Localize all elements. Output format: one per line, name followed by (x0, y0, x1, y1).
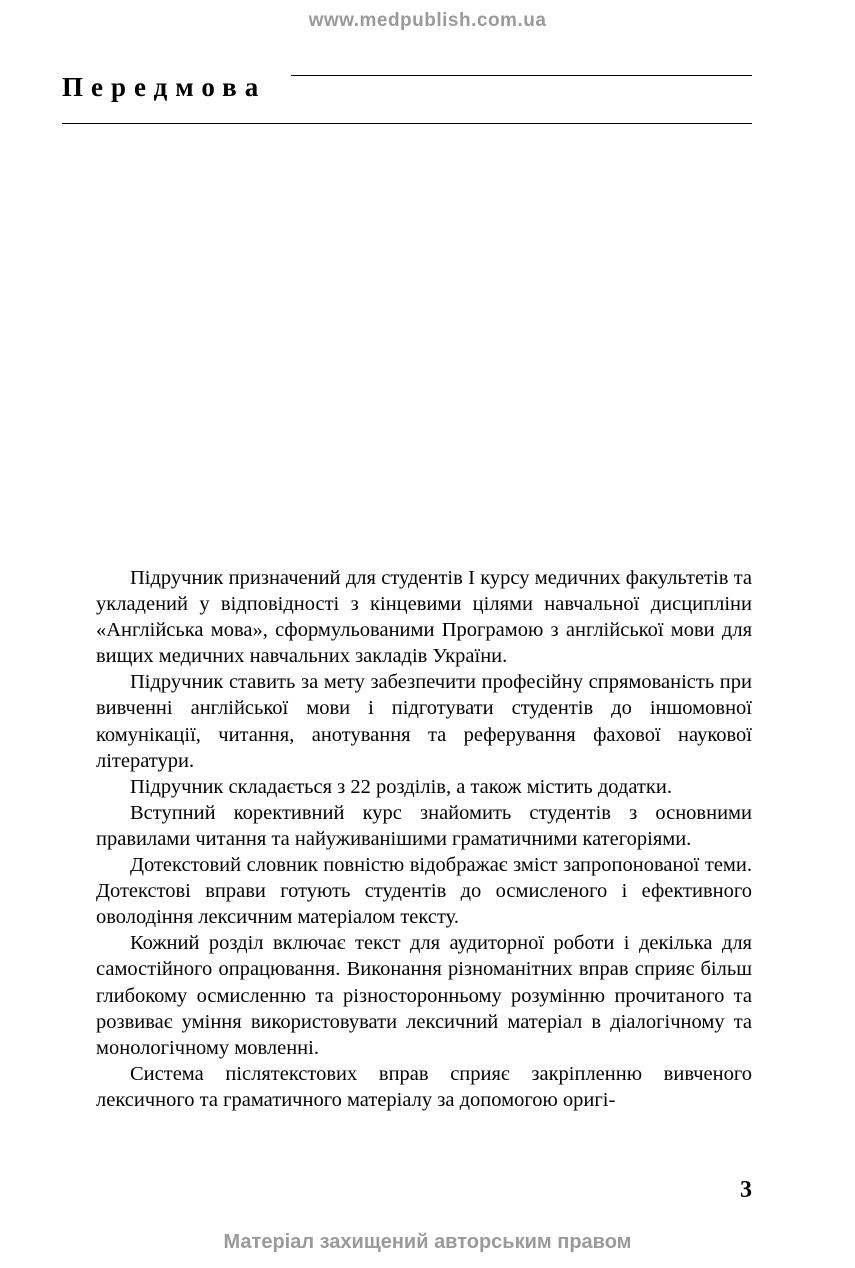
page-number: 3 (740, 1177, 752, 1203)
paragraph: Підручник складається з 22 розділів, а також містить додатки. (130, 775, 672, 798)
watermark-url: www.medpublish.com.ua (308, 10, 547, 31)
heading-rule-top (291, 75, 752, 76)
paragraph: Вступний корективний курс знайомить студентів з основними правилами читання та найуживанішими граматичними категоріями. (96, 801, 752, 850)
paragraph: Підручник ставить за мету забезпечити професійну спрямованість при вивченні англійської мови і підготувати студентів до іншомовної комунікації, читання, анотування та реферування фахової наукової літератури. (96, 671, 752, 772)
paragraph: Дотекстовий словник повністю відображає зміст запропонованої теми. Дотекстові вправи готують студентів до осмисленого і ефективного оволодіння лексичним матеріалом тексту. (96, 854, 752, 929)
copyright-watermark: Матеріал захищений авторським правом (223, 1231, 632, 1253)
paragraph: Підручник призначений для студентів I курсу медичних факультетів та укладений у відповідності з кінцевими цілями навчальної дисципліни «Англійська мова», сформульованими Програмою з англійської мови для вищих медичних навчальних закладів України. (96, 567, 752, 668)
paragraph: Система післятекстових вправ сприяє закріпленню вивченого лексичного та граматичного матеріалу за допомогою оригі- (96, 1062, 752, 1111)
heading-rule-bottom (62, 123, 752, 124)
page-title: Передмова (62, 72, 267, 102)
body-text (96, 565, 752, 1113)
paragraph: Кожний розділ включає текст для аудиторної роботи і декілька для самостійного опрацювання. Виконання різноманітних вправ сприяє більш глибокому осмисленню та різносторонньому розумінню прочитаного та розвиває уміння використовувати лексичний матеріал в діалогічному та монологічному мовленні. (96, 932, 752, 1059)
